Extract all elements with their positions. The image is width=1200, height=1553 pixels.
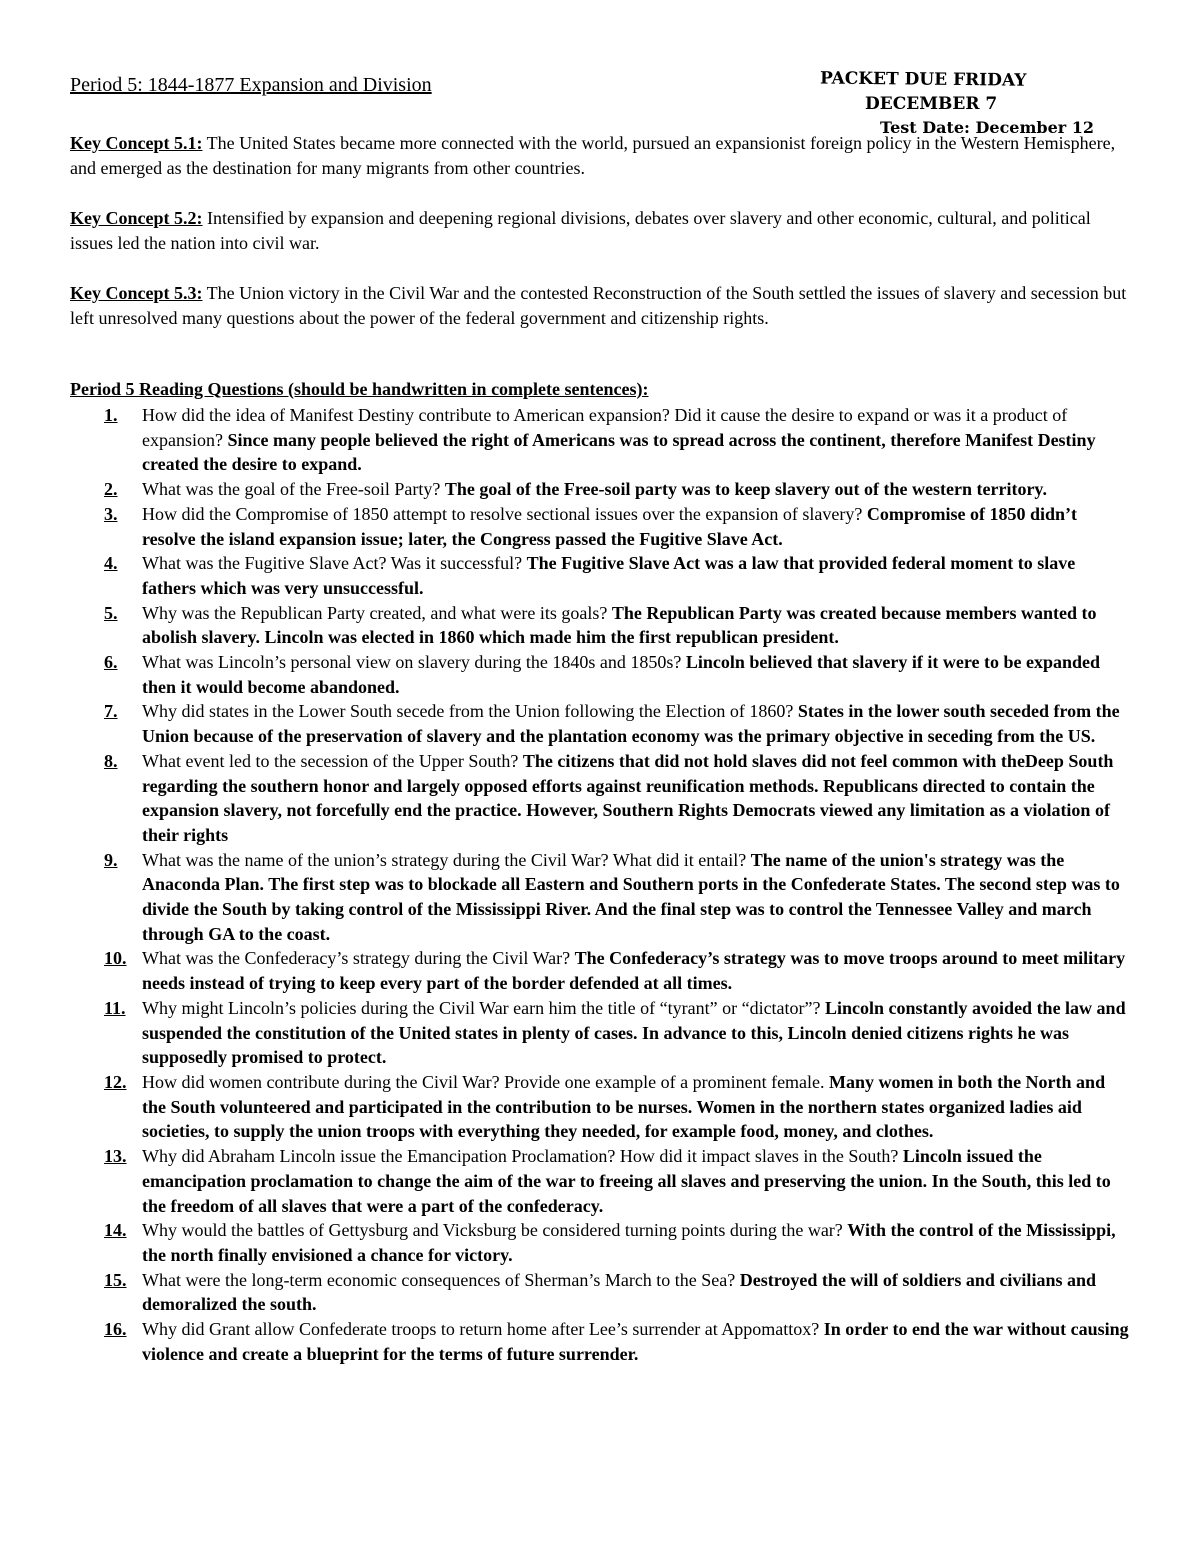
reading-questions-list [70,403,1132,1366]
key-concept-text: Intensified by expansion and deepening regional divisions, debates over slavery and other economic, cultural, and political issues led the nation into civil war. [70,208,1091,253]
question-text: How did women contribute during the Civil War? Provide one example of a prominent female. [142,1071,825,1092]
question-item [70,502,1132,551]
question-number: 2. [104,479,118,500]
question-item [70,1268,1132,1317]
question-text: Why did states in the Lower South secede from the Union following the Election of 1860? [142,701,794,722]
question-number: 9. [104,849,118,870]
question-number: 5. [104,602,118,623]
stamp-line-date: DECEMBER 7 [865,94,998,114]
question-number: 4. [104,553,118,574]
question-item [70,551,1132,600]
question-number: 11. [104,997,126,1018]
question-item [70,996,1132,1070]
question-number: 3. [104,503,118,524]
question-item [70,1070,1132,1144]
answer-text: Compromise of 1850 didn’t resolve the island expansion issue; later, the Congress passed the Fugitive Slave Act. [142,503,1078,549]
answer-text: Destroyed the will of soldiers and civilians and demoralized the south. [142,1269,1096,1315]
stamp-line-test-date: Test Date: December 12 [880,118,1095,137]
question-text: What was the Fugitive Slave Act? Was it successful? [142,553,523,574]
key-concept-5-1 [70,131,1130,181]
question-text: How did the Compromise of 1850 attempt to resolve sectional issues over the expansion of slavery? [142,503,863,524]
answer-text: States in the lower south seceded from the Union because of the preservation of slavery and the plantation economy was the primary objective in seceding from the US. [142,701,1120,747]
key-concept-text: The Union victory in the Civil War and the contested Reconstruction of the South settled the issues of slavery and secession but left unresolved many questions about the power of the federal government and citizenship rights. [70,283,1127,328]
key-concept-5-3 [70,281,1130,331]
answer-text: The citizens that did not hold slaves did not feel common with theDeep South regarding the southern honor and largely opposed efforts against reunification methods. Republicans directed to contain the expansion slavery, not forcefully end the practice. However, Southern Rights Democrats viewed any limitation as a violation of their rights [142,750,1114,845]
question-number: 8. [104,750,118,771]
page-title: Period 5: 1844-1877 Expansion and Division [70,74,432,96]
question-item [70,699,1132,748]
key-concept-label: Key Concept 5.3: [70,283,203,303]
answer-text: The name of the union's strategy was the Anaconda Plan. The first step was to blockade all Eastern and Southern ports in the Confederate States. The second step was to divide the South by taking control of the Mississippi River. And the final step was to control the Tennessee Valley and march through GA to the coast. [142,849,1120,944]
question-text: Why would the battles of Gettysburg and Vicksburg be considered turning points during the war? [142,1220,843,1241]
question-text: What was the goal of the Free-soil Party? [142,479,441,500]
answer-text: Lincoln believed that slavery if it were to be expanded then it would become abandoned. [142,652,1101,697]
question-number: 7. [104,701,118,722]
question-item [70,1317,1132,1366]
question-item [70,403,1132,477]
question-text: What was the Confederacy’s strategy during the Civil War? [142,948,571,969]
key-concept-label: Key Concept 5.2: [70,208,203,228]
question-text: Why did Grant allow Confederate troops to return home after Lee’s surrender at Appomattox? [142,1319,820,1340]
question-item [70,601,1132,650]
question-item [70,1144,1132,1218]
question-number: 14. [104,1220,127,1241]
answer-text: The Republican Party was created because members wanted to abolish slavery. Lincoln was elected in 1860 which made him the first republican president. [142,602,1097,648]
answer-text: The Confederacy’s strategy was to move troops around to meet military needs instead of trying to keep every part of the border defended at all times. [142,948,1126,994]
due-date-stamp [790,68,1100,140]
question-number: 12. [104,1071,127,1092]
answer-text: The goal of the Free-soil party was to keep slavery out of the western territory. [444,479,1047,500]
key-concept-5-2 [70,206,1130,256]
question-item [70,650,1132,699]
question-number: 6. [104,652,118,673]
question-item [70,1218,1132,1267]
stamp-line-due: PACKET DUE FRIDAY [819,68,1027,91]
question-number: 15. [104,1269,127,1290]
question-text: Why was the Republican Party created, and what were its goals? [142,602,608,623]
answer-text: Many women in both the North and the South volunteered and participated in the contribution to be nurses. Women in the northern states organized ladies aid societies, to supply the union troops with everything they needed, for example food, money, and clothes. [142,1071,1106,1142]
question-text: How did the idea of Manifest Destiny contribute to American expansion? Did it cause the desire to expand or was it a product of expansion? [142,405,1068,450]
key-concept-label: Key Concept 5.1: [70,133,203,153]
key-concept-text: The United States became more connected with the world, pursued an expansionist foreign policy in the Western Hemisphere, and emerged as the destination for many migrants from other countries. [70,133,1116,178]
answer-text: With the control of the Mississippi, the north finally envisioned a chance for victory. [142,1220,1116,1265]
question-number: 1. [104,405,118,425]
question-number: 16. [104,1319,127,1340]
question-item [70,848,1132,947]
question-text: Why might Lincoln’s policies during the Civil War earn him the title of “tyrant” or “dictator”? [142,997,821,1018]
question-text: Why did Abraham Lincoln issue the Emancipation Proclamation? How did it impact slaves in the South? [142,1146,899,1167]
answer-text: Since many people believed the right of Americans was to spread across the continent, therefore Manifest Destiny created the desire to expand. [142,429,1096,475]
question-text: What event led to the secession of the Upper South? [142,750,519,771]
question-text: What was the name of the union’s strategy during the Civil War? What did it entail? [142,849,747,870]
reading-questions-header: Period 5 Reading Questions (should be handwritten in complete sentences): [70,379,649,399]
answer-text: In order to end the war without causing violence and create a blueprint for the terms of future surrender. [142,1319,1129,1364]
question-item [70,477,1132,502]
question-number: 13. [104,1146,127,1167]
answer-text: Lincoln issued the emancipation proclamation to change the aim of the war to freeing all slaves and preserving the union. In the South, this led to the freedom of all slaves that were a part of the confederacy. [142,1146,1111,1216]
question-item [70,946,1132,995]
question-text: What were the long-term economic consequences of Sherman’s March to the Sea? [142,1269,736,1290]
question-number: 10. [104,948,127,969]
answer-text: Lincoln constantly avoided the law and suspended the constitution of the United states in plenty of cases. In advance to this, Lincoln denied citizens rights he was supposedly promised to protect. [142,997,1126,1068]
question-text: What was Lincoln’s personal view on slavery during the 1840s and 1850s? [142,652,682,673]
question-item [70,749,1132,848]
answer-text: The Fugitive Slave Act was a law that provided federal moment to slave fathers which was very unsuccessful. [142,553,1076,598]
